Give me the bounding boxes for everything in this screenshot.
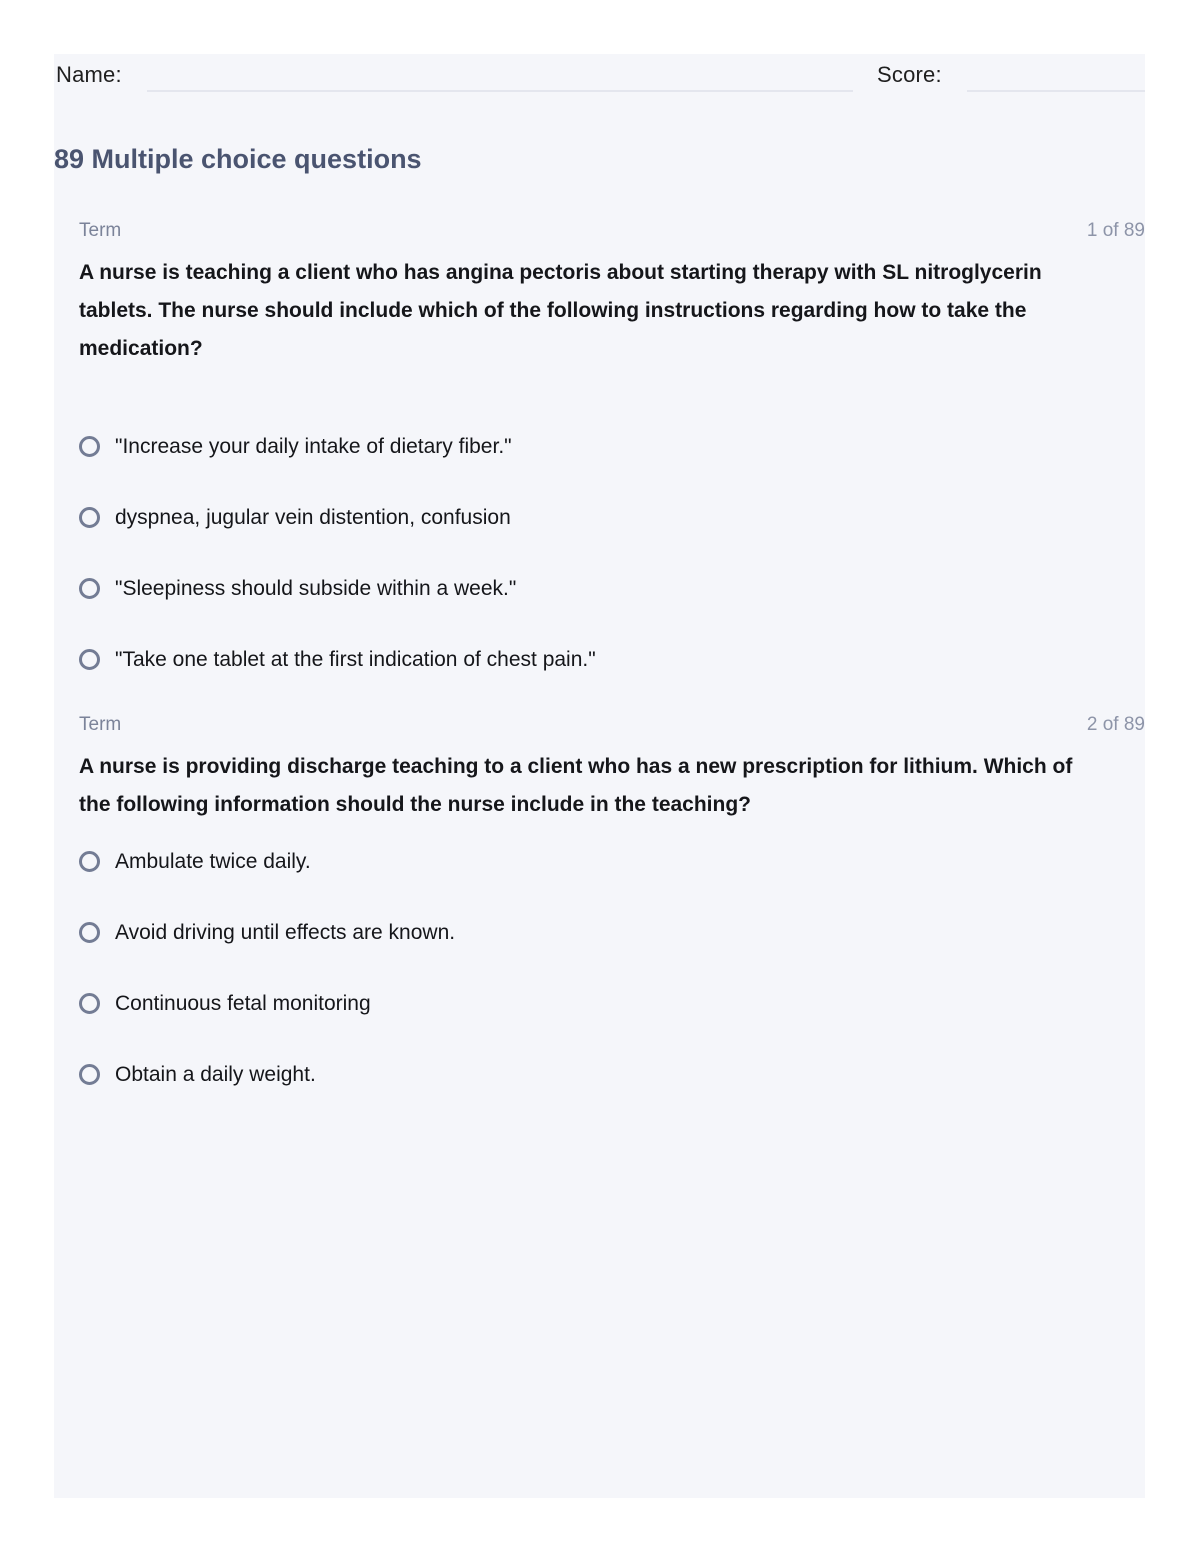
answer-option[interactable]	[79, 432, 1145, 503]
option-label: "Take one tablet at the first indication of chest pain."	[115, 648, 596, 671]
answer-options	[79, 432, 1145, 716]
question-header	[79, 220, 1145, 246]
radio-circle-icon[interactable]	[79, 851, 100, 872]
radio-circle-icon[interactable]	[79, 922, 100, 943]
name-label: Name:	[56, 62, 122, 87]
question-counter: 2 of 89	[1086, 714, 1145, 735]
question-text: A nurse is teaching a client who has angina pectoris about starting therapy with SL nitroglycerin tablets. The nurse should include which of the following instructions regarding how to take the medication?	[79, 261, 1042, 360]
answer-option[interactable]	[79, 847, 1145, 918]
radio-circle-icon[interactable]	[79, 578, 100, 599]
answer-option[interactable]	[79, 989, 1145, 1060]
question-card-1	[79, 220, 1145, 716]
answer-option[interactable]	[79, 574, 1145, 645]
name-score-row	[54, 54, 1145, 104]
worksheet-page	[54, 54, 1145, 1498]
option-label: Obtain a daily weight.	[115, 1063, 316, 1086]
radio-circle-icon[interactable]	[79, 507, 100, 528]
option-label: "Increase your daily intake of dietary fiber."	[115, 435, 512, 458]
answer-options	[79, 847, 1145, 1131]
option-label: "Sleepiness should subside within a week."	[115, 577, 517, 600]
score-label: Score:	[877, 62, 942, 87]
name-input-line[interactable]	[147, 90, 853, 92]
question-card-2	[79, 714, 1145, 1131]
question-text: A nurse is providing discharge teaching to a client who has a new prescription for lithium. Which of the following information should the nurse include in the teaching?	[79, 755, 1073, 816]
term-label: Term	[79, 714, 122, 735]
answer-option[interactable]	[79, 503, 1145, 574]
score-input-line[interactable]	[967, 90, 1145, 92]
question-counter: 1 of 89	[1086, 220, 1145, 241]
answer-option[interactable]	[79, 918, 1145, 989]
term-label: Term	[79, 220, 122, 241]
option-label: Avoid driving until effects are known.	[115, 921, 456, 944]
radio-circle-icon[interactable]	[79, 993, 100, 1014]
radio-circle-icon[interactable]	[79, 649, 100, 670]
question-header	[79, 714, 1145, 740]
answer-option[interactable]	[79, 645, 1145, 716]
radio-circle-icon[interactable]	[79, 436, 100, 457]
option-label: Continuous fetal monitoring	[115, 992, 371, 1015]
radio-circle-icon[interactable]	[79, 1064, 100, 1085]
section-title: 89 Multiple choice questions	[54, 144, 422, 174]
answer-option[interactable]	[79, 1060, 1145, 1131]
option-label: Ambulate twice daily.	[115, 850, 311, 873]
option-label: dyspnea, jugular vein distention, confusion	[115, 506, 511, 529]
